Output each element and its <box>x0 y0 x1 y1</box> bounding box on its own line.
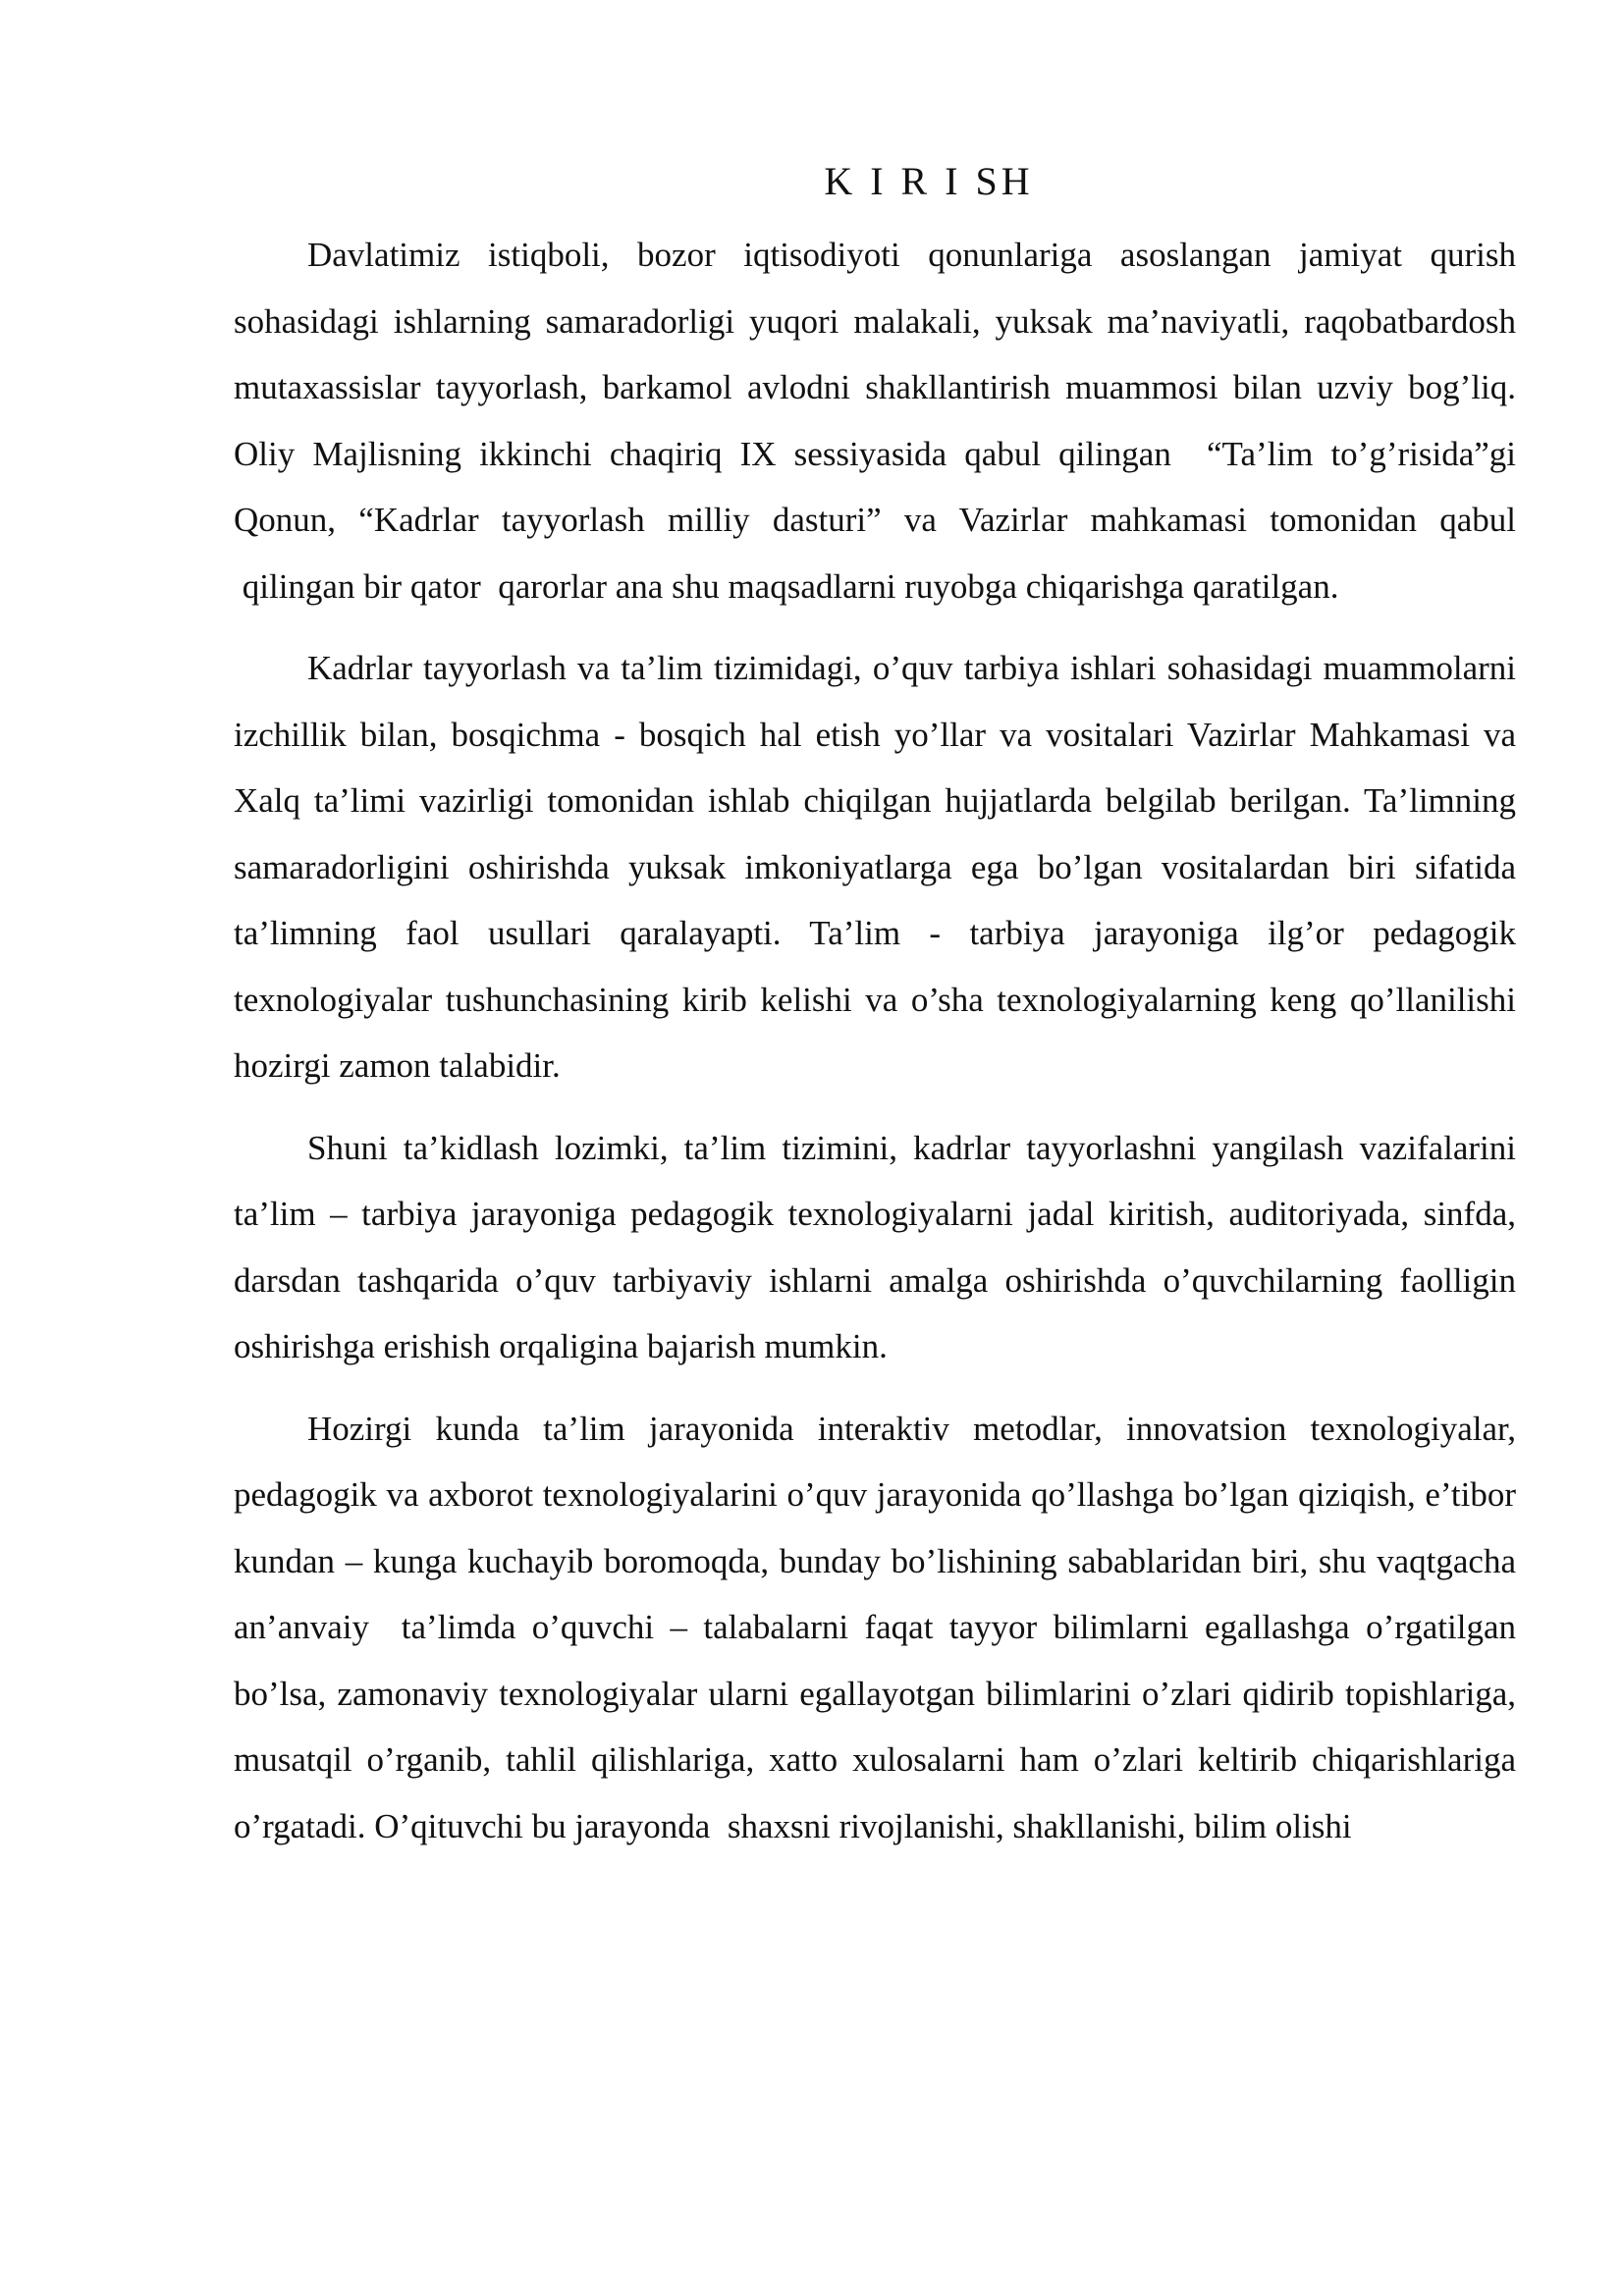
paragraph-3: Shuni ta’kidlash lozimki, ta’lim tizimini, kadrlar tayyorlashni yangilash vazifalarini ta’lim – tarbiya jarayoniga pedagogik texnologiyalarni jadal kiritish, auditoriyada, sinfda, darsdan tashqarida o’quv tarbiyaviy ishlarni amalga oshirishda o’quvchilarning faolligin oshirishga erishish orqaligina bajarish mumkin. <box>234 1128 1516 1365</box>
paragraph-4: Hozirgi kunda ta’lim jarayonida interaktiv metodlar, innovatsion texnologiyalar, pedagogik va axborot texnologiyalarini o’quv jarayonida qo’llashga bo’lgan qiziqish, e’tibor kundan – kunga kuchayib boromoqda, bunday bo’lishining sabablaridan biri, shu vaqtgacha an’anvaiy ta’limda o’quvchi – talabalarni faqat tayyor bilimlarni egallashga o’rgatilgan bo’lsa, zamonaviy texnologiyalar ularni egallayotgan bilimlarini o’zlari qidirib topishlariga, musatqil o’rganib, tahlil qilishlariga, xatto xulosalarni ham o’zlari keltirib chiqarishlariga o’rgatadi. O’qituvchi bu jarayonda shaxsni rivojlanishi, shakllanishi, bilim olishi <box>234 1409 1516 1845</box>
page-title: K I R I SH <box>824 159 1034 203</box>
paragraph-1: Davlatimiz istiqboli, bozor iqtisodiyoti qonunlariga asoslangan jamiyat qurish sohasidagi ishlarning samaradorligi yuqori malakali, yuksak ma’naviyatli, raqobatbardosh mutaxassislar tayyorlash, barkamol avlodni shakllantirish muammosi bilan uzviy bog’liq. Oliy Majlisning ikkinchi chaqiriq IX sessiyasida qabul qilingan “Ta’lim to’g’risida”gi Qonun, “Kadrlar tayyorlash milliy dasturi” va Vazirlar mahkamasi tomonidan qabul qilingan bir qator qarorlar ana shu maqsadlarni ruyobga chiqarishga qaratilgan. <box>234 236 1516 606</box>
paragraph-2: Kadrlar tayyorlash va ta’lim tizimidagi, o’quv tarbiya ishlari sohasidagi muammolarni izchillik bilan, bosqichma - bosqich hal etish yo’llar va vositalari Vazirlar Mahkamasi va Xalq ta’limi vazirligi tomonidan ishlab chiqilgan hujjatlarda belgilab berilgan. Ta’limning samaradorligini oshirishda yuksak imkoniyatlarga ega bo’lgan vositalardan biri sifatida ta’limning faol usullari qaralayapti. Ta’lim - tarbiya jarayoniga ilg’or pedagogik texnologiyalar tushunchasining kirib kelishi va o’sha texnologiyalarning keng qo’llanilishi hozirgi zamon talabidir. <box>234 649 1516 1085</box>
document-body <box>234 147 1516 1875</box>
